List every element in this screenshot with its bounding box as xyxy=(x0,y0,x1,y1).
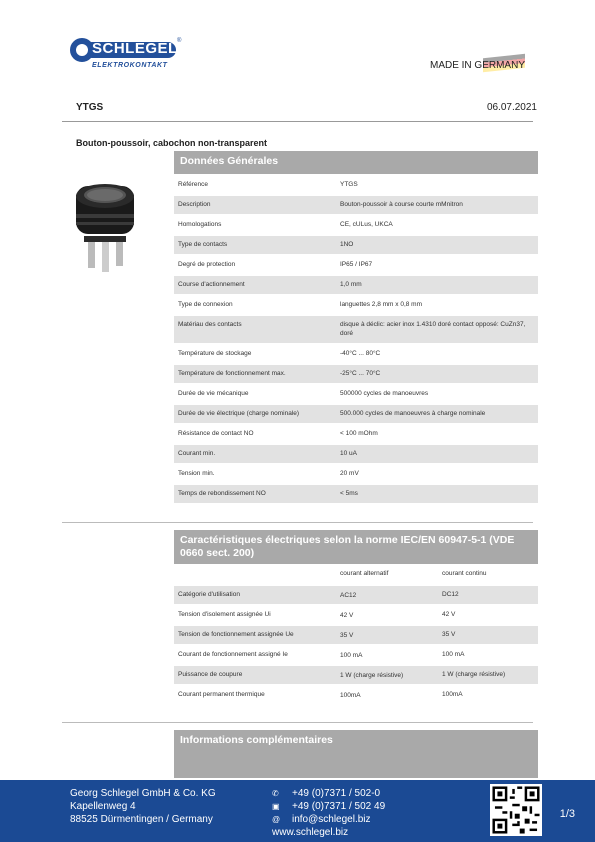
section-divider xyxy=(62,722,533,723)
electrical-row-ac-value: 42 V xyxy=(340,612,354,619)
electrical-header: Caractéristiques électriques selon la norme IEC/EN 60947-5-1 (VDE 0660 sect. 200) xyxy=(174,530,538,564)
general-row-label: Course d'actionnement xyxy=(178,281,245,288)
footer-website[interactable]: www.schlegel.biz xyxy=(272,827,349,838)
section-divider xyxy=(62,522,533,523)
electrical-row-ac-value: 35 V xyxy=(340,632,354,639)
general-row xyxy=(174,425,538,443)
electrical-row-label: Tension de fonctionnement assignée Ue xyxy=(178,631,294,638)
general-row-value: -40°C ... 80°C xyxy=(340,350,381,357)
electrical-row xyxy=(174,626,538,644)
electrical-row-label: Tension d'isolement assignée Ui xyxy=(178,611,271,618)
electrical-row xyxy=(174,686,538,704)
general-row-label: Homologations xyxy=(178,221,222,228)
electrical-row xyxy=(174,586,538,604)
general-row xyxy=(174,216,538,234)
footer-street: Kapellenweg 4 xyxy=(70,801,136,812)
general-row xyxy=(174,405,538,423)
electrical-row xyxy=(174,646,538,664)
electrical-row-ac-value: AC12 xyxy=(340,592,357,599)
fax-icon: ▣ xyxy=(272,802,280,811)
logo-emblem-icon xyxy=(70,38,94,62)
general-row xyxy=(174,196,538,214)
footer-fax: +49 (0)7371 / 502 49 xyxy=(292,801,386,812)
electrical-row-ac-value: 100 mA xyxy=(340,652,363,659)
general-row-label: Résistance de contact NO xyxy=(178,430,254,437)
electrical-row-dc-value: 100mA xyxy=(442,691,463,698)
general-row-value: 1NO xyxy=(340,241,354,248)
electrical-row-ac-value: 100mA xyxy=(340,692,361,699)
electrical-row-dc-value: 100 mA xyxy=(442,651,465,658)
footer-phone[interactable]: +49 (0)7371 / 502-0 xyxy=(292,788,381,799)
electrical-row-dc-value: 1 W (charge résistive) xyxy=(442,671,506,678)
general-row-label: Durée de vie électrique (charge nominale) xyxy=(178,410,300,417)
general-row xyxy=(174,256,538,274)
electrical-row xyxy=(174,606,538,624)
general-row xyxy=(174,296,538,314)
product-image xyxy=(74,180,136,280)
electrical-row xyxy=(174,666,538,684)
general-row xyxy=(174,176,538,194)
footer-city: 88525 Dürmentingen / Germany xyxy=(70,814,213,825)
logo-subtitle: ELEKTROKONTAKT xyxy=(92,62,168,69)
additional-info-header: Informations complémentaires xyxy=(174,730,538,778)
electrical-row-dc-value: DC12 xyxy=(442,591,459,598)
general-row-label: Temps de rebondissement NO xyxy=(178,490,266,497)
electrical-row-dc-value: 35 V xyxy=(442,631,456,638)
schlegel-logo xyxy=(70,38,180,74)
general-row-value: Bouton-poussoir à course courte mMnitron xyxy=(340,201,463,208)
qr-code-icon[interactable] xyxy=(490,784,542,836)
made-in-label: MADE IN GERMANY xyxy=(429,60,525,71)
general-row-label: Matériau des contacts xyxy=(178,321,242,328)
general-row-value: 1,0 mm xyxy=(340,281,362,288)
general-row-value: YTGS xyxy=(340,181,358,188)
electrical-row-dc-value: 42 V xyxy=(442,611,456,618)
general-row-value: 500.000 cycles de manoeuvres à charge nominale xyxy=(340,410,486,417)
document-date: 06.07.2021 xyxy=(486,102,537,113)
general-row xyxy=(174,445,538,463)
general-row-value: IP65 / IP67 xyxy=(340,261,373,268)
product-title: Bouton-poussoir, cabochon non-transparent xyxy=(76,138,267,148)
footer-email[interactable]: info@schlegel.biz xyxy=(292,814,371,825)
general-row xyxy=(174,385,538,403)
general-row-label: Type de connexion xyxy=(178,301,233,308)
general-row-label: Température de stockage xyxy=(178,350,252,357)
logo-registered-mark: ® xyxy=(177,38,182,44)
electrical-row-label: Courant de fonctionnement assigné Ie xyxy=(178,651,288,658)
general-row-value: 20 mV xyxy=(340,470,359,477)
general-row xyxy=(174,316,538,343)
general-row-value: < 5ms xyxy=(340,490,358,497)
general-row-label: Durée de vie mécanique xyxy=(178,390,249,397)
general-row-label: Température de fonctionnement max. xyxy=(178,370,286,377)
general-row-label: Degré de protection xyxy=(178,261,236,268)
made-in-germany xyxy=(430,60,525,71)
general-row-value: disque à déclic: acier inox 1.4310 doré contact opposé: CuZn37, doré xyxy=(340,321,526,337)
general-row-label: Courant min. xyxy=(178,450,216,457)
electrical-row-ac-value: 1 W (charge résistive) xyxy=(340,672,404,679)
phone-icon: ✆ xyxy=(272,789,279,798)
document-id: YTGS xyxy=(76,102,104,113)
general-row-value: 10 uA xyxy=(340,450,357,457)
footer-company: Georg Schlegel GmbH & Co. KG xyxy=(70,788,216,799)
general-row xyxy=(174,236,538,254)
general-row-label: Tension min. xyxy=(178,470,215,477)
general-row xyxy=(174,276,538,294)
general-data-header: Données Générales xyxy=(174,151,538,174)
logo-brand-name: SCHLEGEL xyxy=(92,40,178,57)
general-row xyxy=(174,365,538,383)
col-direct-current: courant continu xyxy=(442,570,487,577)
electrical-row-label: Courant permanent thermique xyxy=(178,691,265,698)
general-row-label: Référence xyxy=(178,181,208,188)
general-row-value: languettes 2,8 mm x 0,8 mm xyxy=(340,301,423,308)
general-row-value: 500000 cycles de manoeuvres xyxy=(340,390,429,397)
electrical-row-label: Catégorie d'utilisation xyxy=(178,591,240,598)
electrical-column-headers xyxy=(174,570,538,584)
general-row xyxy=(174,465,538,483)
general-row xyxy=(174,485,538,503)
general-row xyxy=(174,345,538,363)
general-row-label: Description xyxy=(178,201,211,208)
email-icon: @ xyxy=(272,815,281,824)
general-row-value: CE, cULus, UKCA xyxy=(340,221,393,228)
electrical-row-label: Puissance de coupure xyxy=(178,671,243,678)
general-row-value: -25°C ... 70°C xyxy=(340,370,381,377)
col-alternating-current: courant alternatif xyxy=(340,570,389,577)
header-divider xyxy=(62,121,533,122)
general-row-label: Type de contacts xyxy=(178,241,228,248)
page-number: 1/3 xyxy=(559,808,575,820)
general-row-value: < 100 mOhm xyxy=(340,430,378,437)
